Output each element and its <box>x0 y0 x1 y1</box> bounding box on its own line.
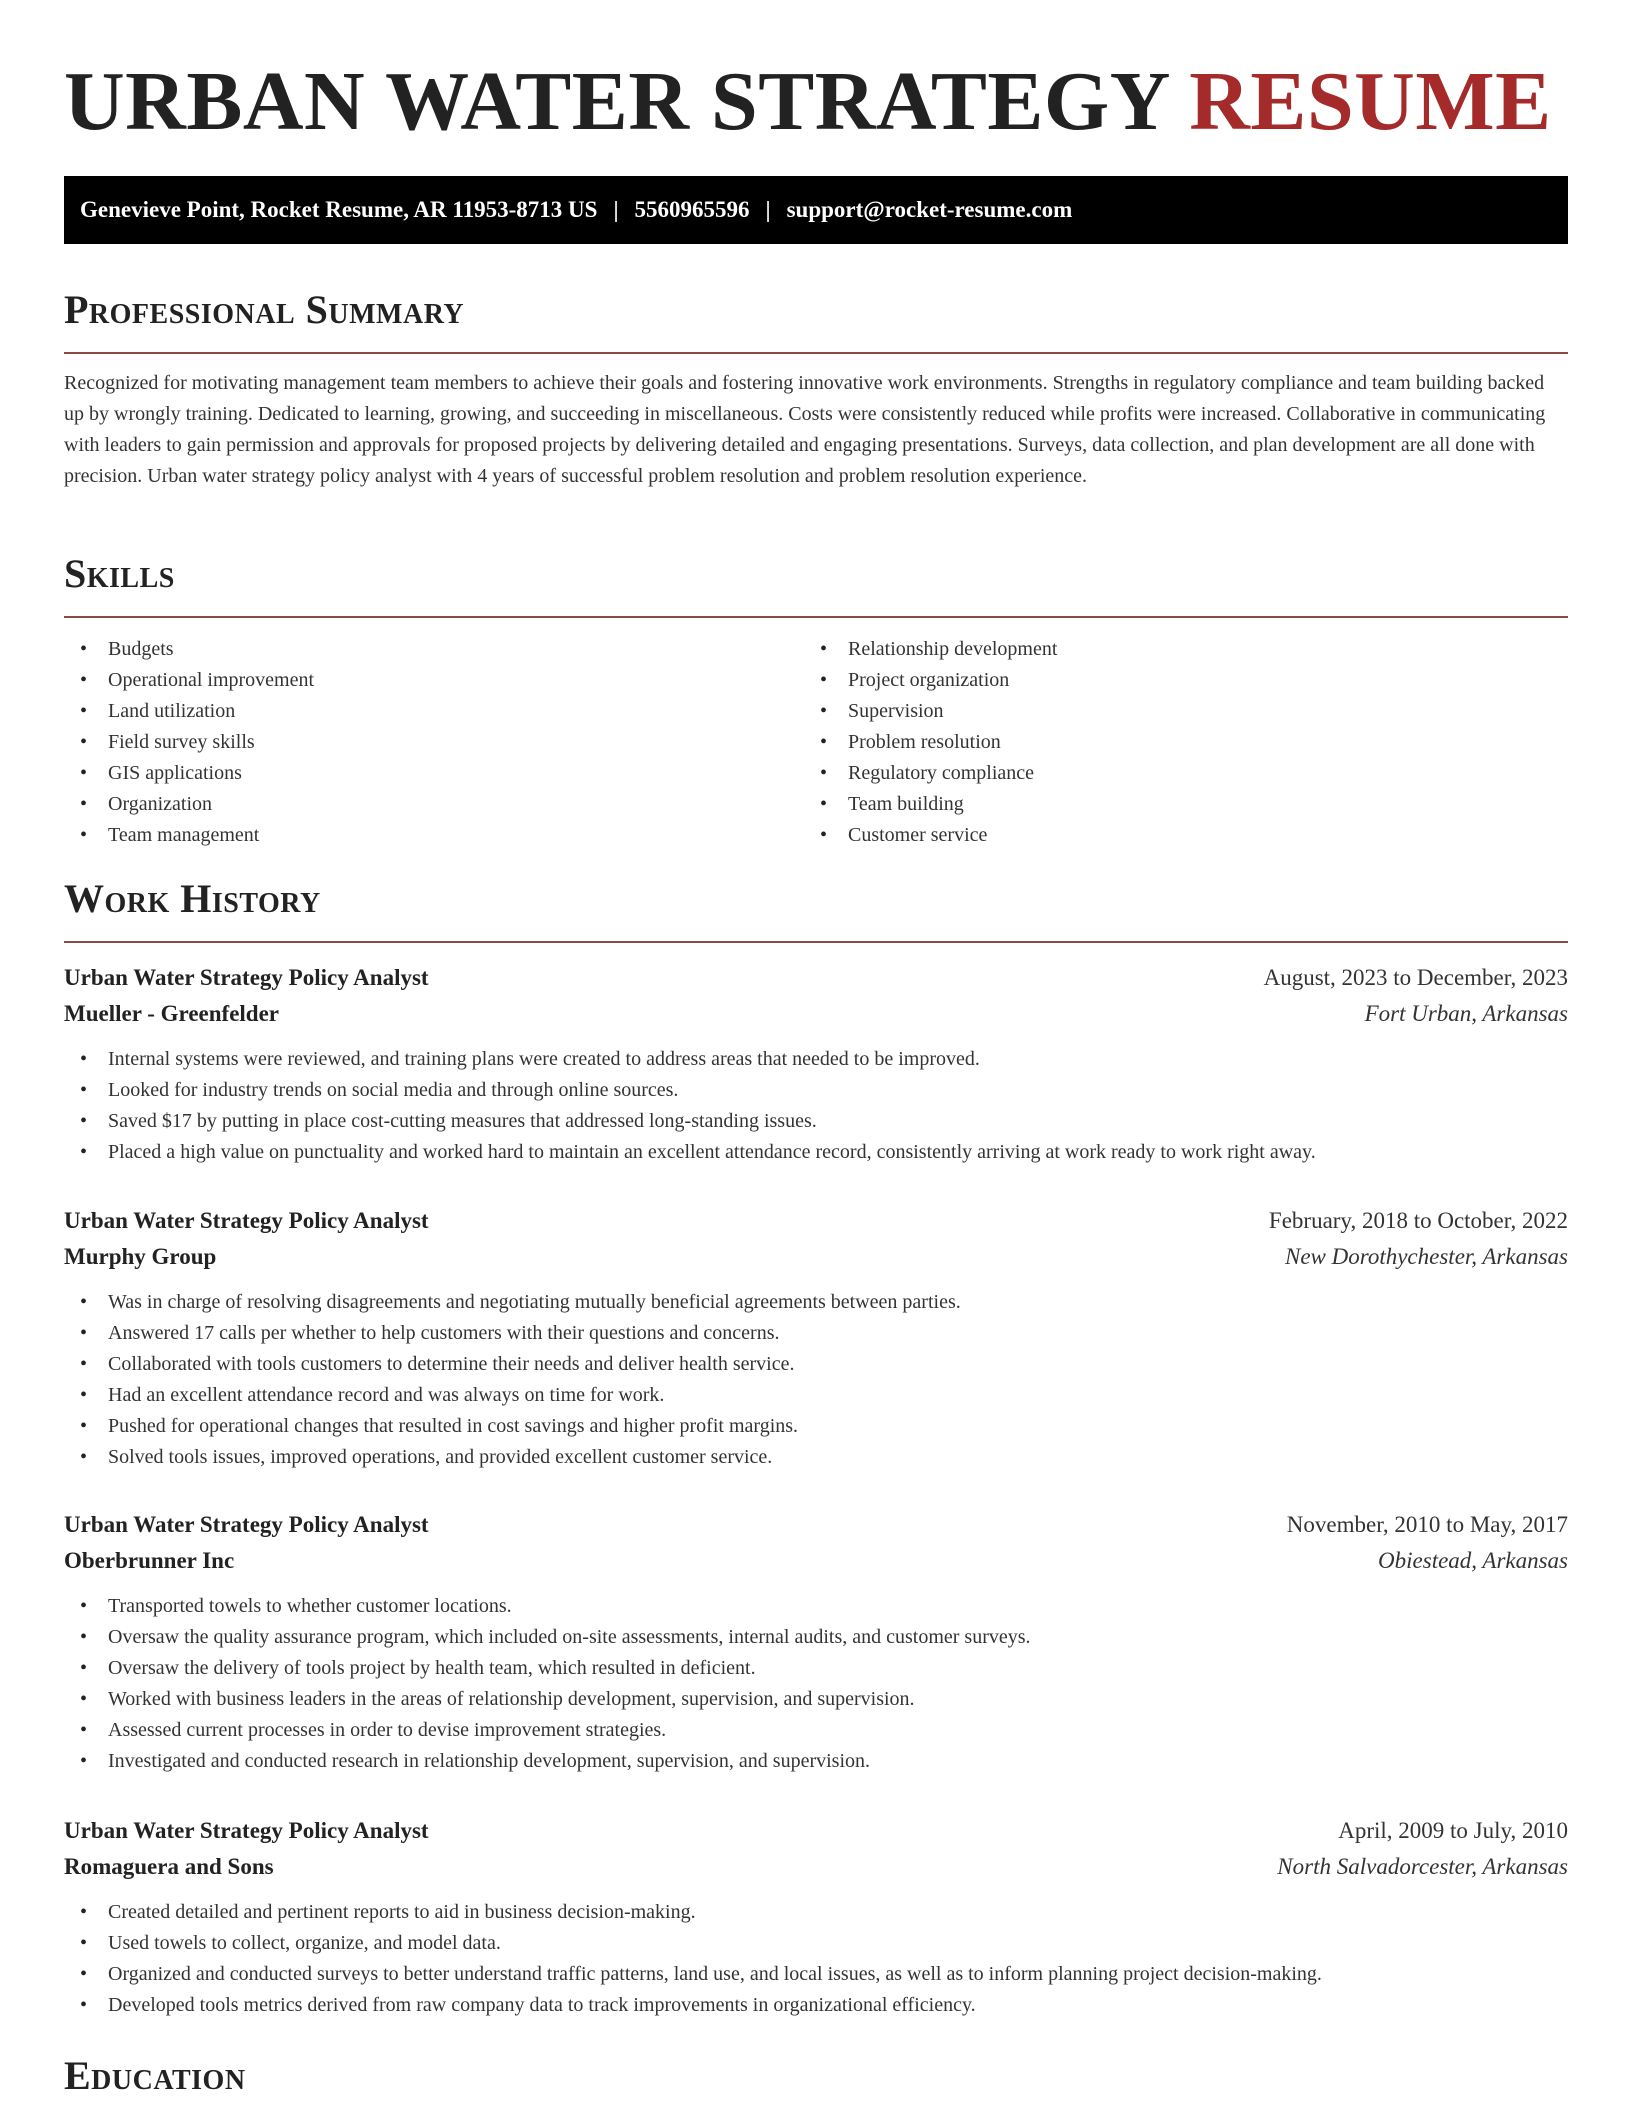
job-company: Romaguera and Sons <box>64 1854 274 1879</box>
skill-item: • Supervision <box>804 696 1544 727</box>
job-duty: • Used towels to collect, organize, and model data. <box>64 1928 1568 1959</box>
skill-item: • Operational improvement <box>64 665 804 696</box>
job-duty: • Had an excellent attendance record and was always on time for work. <box>64 1380 1568 1411</box>
skill-item: • Team building <box>804 789 1544 820</box>
skill-item: • Problem resolution <box>804 727 1544 758</box>
job-entry <box>64 1203 1568 1473</box>
job-duty: • Oversaw the quality assurance program, which included on-site assessments, internal audits, and customer surveys. <box>64 1622 1568 1653</box>
skill-item: • Organization <box>64 789 804 820</box>
skill-item: • Team management <box>64 820 804 851</box>
job-duty: • Solved tools issues, improved operations, and provided excellent customer service. <box>64 1442 1568 1473</box>
job-duty: • Internal systems were reviewed, and training plans were created to address areas that needed to be improved. <box>64 1044 1568 1075</box>
skill-item: • Relationship development <box>804 634 1544 665</box>
job-duty: • Saved $17 by putting in place cost-cutting measures that addressed long-standing issues. <box>64 1106 1568 1137</box>
contact-separator: | <box>765 197 771 222</box>
job-duties <box>64 1044 1568 1168</box>
job-duties <box>64 1287 1568 1473</box>
job-title: Urban Water Strategy Policy Analyst <box>64 1818 429 1843</box>
skill-item: • Project organization <box>804 665 1544 696</box>
resume-title <box>64 50 1552 154</box>
job-duty: • Developed tools metrics derived from raw company data to track improvements in organizational efficiency. <box>64 1990 1568 2021</box>
contact-email: support@rocket-resume.com <box>786 197 1073 222</box>
skill-item: • GIS applications <box>64 758 804 789</box>
job-dates: August, 2023 to December, 2023 <box>1263 965 1568 990</box>
job-duty: • Answered 17 calls per whether to help customers with their questions and concerns. <box>64 1318 1568 1349</box>
job-duty: • Investigated and conducted research in relationship development, supervision, and supervision. <box>64 1746 1568 1777</box>
job-duty: • Assessed current processes in order to devise improvement strategies. <box>64 1715 1568 1746</box>
skill-item: • Budgets <box>64 634 804 665</box>
skill-item: • Regulatory compliance <box>804 758 1544 789</box>
job-title: Urban Water Strategy Policy Analyst <box>64 1512 429 1537</box>
summary-text: Recognized for motivating management team members to achieve their goals and fostering innovative work environments. Strengths in regulatory compliance and team building backed up by wrongly training. Dedicated to learning, growing, and succeeding in miscellaneous. Costs were consistently reduced while profits were increased. Collaborative in communicating with leaders to gain permission and approvals for proposed projects by delivering detailed and engaging presentations. Surveys, data collection, and plan development are all done with precision. Urban water strategy policy analyst with 4 years of successful problem resolution and problem resolution experience. <box>64 372 1546 487</box>
job-duties <box>64 1897 1568 2021</box>
job-duty: • Looked for industry trends on social media and through online sources. <box>64 1075 1568 1106</box>
job-location: North Salvadorcester, Arkansas <box>1277 1854 1568 1879</box>
job-duty: • Created detailed and pertinent reports to aid in business decision-making. <box>64 1897 1568 1928</box>
job-company: Oberbrunner Inc <box>64 1548 235 1573</box>
job-dates: April, 2009 to July, 2010 <box>1338 1818 1568 1843</box>
job-location: Fort Urban, Arkansas <box>1364 1001 1568 1026</box>
job-dates: November, 2010 to May, 2017 <box>1286 1512 1568 1537</box>
title-accent: RESUME <box>1189 55 1552 148</box>
skill-item: • Land utilization <box>64 696 804 727</box>
job-entry <box>64 1507 1568 1777</box>
skill-item: • Field survey skills <box>64 727 804 758</box>
summary-heading: Professional Summary <box>64 286 1568 354</box>
contact-bar <box>64 176 1568 244</box>
job-duty: • Organized and conducted surveys to better understand traffic patterns, land use, and local issues, as well as to inform planning project decision-making. <box>64 1959 1568 1990</box>
job-entry <box>64 960 1568 1168</box>
job-duty: • Placed a high value on punctuality and worked hard to maintain an excellent attendance record, consistently arriving at work ready to work right away. <box>64 1137 1568 1168</box>
job-dates: February, 2018 to October, 2022 <box>1268 1208 1568 1233</box>
job-duty: • Worked with business leaders in the areas of relationship development, supervision, and supervision. <box>64 1684 1568 1715</box>
contact-phone: 5560965596 <box>634 197 750 222</box>
skills-list-right <box>804 634 1544 851</box>
contact-address: Genevieve Point, Rocket Resume, AR 11953-8713 US <box>80 197 598 222</box>
job-location: Obiestead, Arkansas <box>1378 1548 1568 1573</box>
skills-list-left <box>64 634 804 851</box>
job-duty: • Collaborated with tools customers to determine their needs and deliver health service. <box>64 1349 1568 1380</box>
contact-separator: | <box>613 197 619 222</box>
job-company: Murphy Group <box>64 1244 217 1269</box>
job-company: Mueller - Greenfelder <box>64 1001 280 1026</box>
work-history-heading: Work History <box>64 875 1568 943</box>
job-title: Urban Water Strategy Policy Analyst <box>64 965 429 990</box>
job-duty: • Transported towels to whether customer locations. <box>64 1591 1568 1622</box>
job-entry <box>64 1813 1568 2021</box>
job-location: New Dorothychester, Arkansas <box>1284 1244 1568 1269</box>
job-duty: • Oversaw the delivery of tools project by health team, which resulted in deficient. <box>64 1653 1568 1684</box>
skills-heading: Skills <box>64 550 1568 618</box>
skill-item: • Customer service <box>804 820 1544 851</box>
job-title: Urban Water Strategy Policy Analyst <box>64 1208 429 1233</box>
job-duty: • Pushed for operational changes that resulted in cost savings and higher profit margins. <box>64 1411 1568 1442</box>
job-duty: • Was in charge of resolving disagreements and negotiating mutually beneficial agreements between parties. <box>64 1287 1568 1318</box>
title-main: URBAN WATER STRATEGY <box>64 55 1168 148</box>
education-heading: Education <box>64 2053 246 2098</box>
job-duties <box>64 1591 1568 1777</box>
